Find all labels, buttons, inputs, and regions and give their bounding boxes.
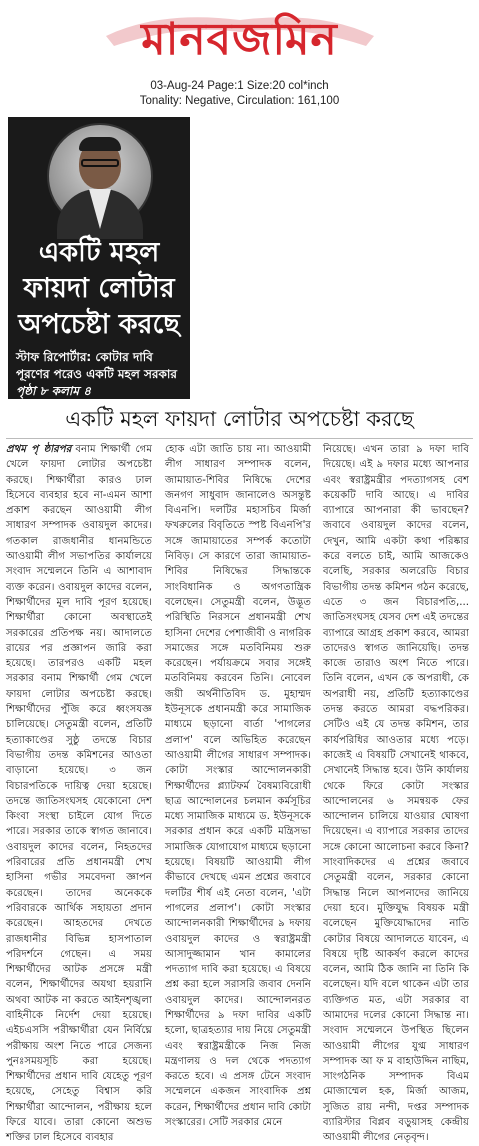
portrait-photo [47,123,153,229]
article-column-2: হোক এটা জাতি চায় না। আওয়ামী লীগ সাধারণ সম্পাদক বলেন, জামায়াত-শিবির নিষিদ্ধে দেশের জনগণ সাধুবাদ জানালেও অসন্তুষ্ট বিএনপি। দলটির মহাসচিব মির্জা ফখরুলের বিবৃতিতে স্পষ্ট বিএনপি'র সঙ্গে জামায়াতের সম্পর্ক কতোটা নিবিড়। সে কারণে তারা জামায়াত-শিবির নিষিদ্ধের সিদ্ধান্তকে সাংবিধানিক ও অগণতান্ত্রিক বলেছেন। সেতুমন্ত্রী বলেন, উদ্ভূত পরিস্থিতি নিরসনে প্রধানমন্ত্রী শেখ হাসিনা দেশের পেশাজীবী ও নাগরিক সমাজের সঙ্গে মতবিনিময় শুরু করেছেন। পর্যায়ক্রমে সবার সঙ্গেই মতবিনিময় করবেন তিনি। নোবেল জয়ী অর্থনীতিবিদ ড. মুহাম্মদ ইউনূসকে প্রধানমন্ত্রী করে সামাজিক মাধ্যমে ছড়ানো বার্তা 'পাগলের প্রলাপ' বলে অভিহিত করেছেন আওয়ামী লীগের সাধারণ সম্পাদক। কোটা সংস্কার আন্দোলনকারী শিক্ষার্থীদের প্ল্যাটফর্ম বৈষম্যবিরোধী ছাত্র আন্দোলনের চলমান কর্মসূচির মধ্যে সামাজিক মাধ্যমে ড. ইউনূসকে সরকার প্রধান করে একটি মন্ত্রিসভা সামাজিক যোগাযোগ মাধ্যমে ছড়ানো হয়েছে। বিষয়টি আওয়ামী লীগ কীভাবে দেখছে এমন প্রশ্নের জবাবে দলটির শীর্ষ এই নেতা বলেন, 'এটা পাগলের প্রলাপ'। কোটা সংস্কার আন্দোলনকারী শিক্ষার্থীদের ৯ দফায় ওবায়দুল কাদের ও স্বরাষ্ট্রমন্ত্রী আসাদুজ্জামান খান কামালের পদত্যাগ দাবি করা হয়েছে। এ বিষয়ে প্রশ্ন করা হলে সরাসরি জবাব দেননি ওবায়দুল কাদের। আন্দোলনরত শিক্ষার্থীদের ৯ দফা দাবির একটি হলো, ছাত্রহত্যার দায় নিয়ে সেতুমন্ত্রী এবং স্বরাষ্ট্রমন্ত্রীকে নিজ নিজ মন্ত্রণালয় ও দল থেকে পদত্যাগ করতে হবে। এ প্রসঙ্গ টেনে সংবাদ সম্মেলনে একজন সাংবাদিক প্রশ্ন করেন, শিক্ষার্থীদের প্রধান দাবি কোটা সংস্কারের। সেটি সরকার মেনে [165,444,311,1129]
article-headline: একটি মহল ফায়দা লোটার অপচেষ্টা করছে [65,407,414,431]
article-column-1 [6,442,152,1144]
clip-meta-line-2: Tonality: Negative, Circulation: 161,100 [139,95,340,107]
article-byline: প্রথম পৃ ষ্ঠারপর [6,444,72,455]
front-page-promo [8,117,190,399]
promo-reporter-label: স্টাফ রিপোর্টার: [16,350,92,364]
clip-meta-line-1: 03-Aug-24 Page:1 Size:20 col*inch [150,80,329,92]
promo-summary [16,349,184,400]
masthead [0,0,479,78]
promo-headline-line: ফায়দা লোটার [23,273,175,304]
masthead-logo: মানবজমিন [141,14,338,65]
promo-headline-line: অপচেষ্টা করছে [18,309,180,340]
article-column-1-text: বনাম শিক্ষার্থী গেম খেলে ফায়দা লোটার অপচেষ্টা করছে। শিক্ষার্থীরা কারও ঢাল হিসেবে ব্যবহার হবে না-এমন আশা প্রকাশ করছেন আওয়ামী লীগ সাধারণ সম্পাদক ওবায়দুল কাদের। গতকাল রাজধানীর ধানমন্ডিতে আওয়ামী লীগ সভাপতির কার্যালয়ে সংবাদ সম্মেলনে তিনি এ আশাবাদ ব্যক্ত করেন। ওবায়দুল কাদের বলেন, শিক্ষার্থীদের মূল দাবি পূরণ হয়েছে। শিক্ষার্থীরা কোনো অবস্থাতেই সরকারের প্রতিপক্ষ নয়। আদালতে রায়ের পর প্রজ্ঞাপন জারি করা হয়েছে। তারপরও একটি মহল সরকার বনাম শিক্ষার্থী গেম খেলে ফায়দা লোটার অপচেষ্টা করছে। শিক্ষার্থীদের পুঁজি করে ধ্বংসযজ্ঞ চালিয়েছে। সেতুমন্ত্রী বলেন, প্রতিটি হত্যাকাণ্ডের সুষ্ঠু তদন্তে বিচার বিভাগীয় তদন্ত কমিশনের আওতা বাড়ানো হয়েছে। ৩ জন বিচারপতিকে দায়িত্ব দেয়া হয়েছে। তদন্তে জাতিসংঘসহ যেকোনো দেশ কিংবা সংস্থা চাইলে যোগ দিতে পারে। সরকার তাকে স্বাগত জানাবে। ওবায়দুল কাদের বলেন, নিহতদের পরিবারের প্রতি প্রধানমন্ত্রী শেখ হাসিনা গভীর সমবেদনা জ্ঞাপন করেছেন। তাদের অনেককে পরিবারকে আর্থিক সহায়তা প্রদান করেছেন। আহতদের দেখতে রাজধানীর বিভিন্ন হাসপাতাল পরিদর্শনে গেছেন। এ সময় শিক্ষার্থীদের আটক প্রসঙ্গে মন্ত্রী বলেন, শিক্ষার্থীদের অযথা হয়রানি অথবা আটক না করতে আইনশৃঙ্খলা বাহিনীকে নির্দেশ দেয়া হয়েছে। এইচএসসি পরীক্ষার্থীরা যেন নির্বিঘ্নে পরীক্ষায় অংশ নিতে পারে সেজন্য পুনঃসময়সূচি করা হয়েছে। শিক্ষার্থীদের প্রধান দাবি যেহেতু পূরণ হয়েছে, সেহেতু বিশ্বাস করি শিক্ষার্থীরা আন্দোলন, পরীক্ষায় হলে ফিরে যাবে। তারা কোনো অশুভ শক্তির ঢাল হিসেবে ব্যবহার [6,444,152,1144]
promo-summary-text: কোটার দাবি পূরণের পরেও একটি মহল সরকার [16,350,177,381]
article-column-3: নিয়েছে। এখন তারা ৯ দফা দাবি দিয়েছে। এই ৯ দফার মধ্যে আপনার এবং স্বরাষ্ট্রমন্ত্রীর পদত্যাগসহ বেশ কয়েকটি দাবি আছে। এ দাবির ব্যাপারে আপনারা কী ভাবছেন? জবাবে ওবায়দুল কাদের বলেন, দেখুন, আমি একটা কথা পরিষ্কার করে বলতে চাই, আমি আজকেও বলেছি, সরকার অলরেডি বিচার বিভাগীয় তদন্ত কমিশন গঠন করেছে, এতে ৩ জন বিচারপতি,... জাতিসংঘসহ যেসব দেশ এই তদন্তের ব্যাপারে আগ্রহ প্রকাশ করবে, আমরা তাদেরও স্বাগত জানিয়েছি। তদন্ত কাজে তারাও অংশ নিতে পারে। তিনি বলেন, এখন কে অপরাধী, কে অপরাধী নয়, প্রতিটি হত্যাকাণ্ডের তদন্ত করতে আমরা বদ্ধপরিকর। সেটিও এই যে তদন্ত কমিশন, তার কার্যপরিধির আওতার মধ্যে পড়ে। কাজেই এ বিষয়টি সেখানেই থাকবে, সেখানেই সিদ্ধান্ত হবে। উনি কার্যালয় থেকে ফিরে কোটা সংস্কার আন্দোলনের ৬ সমন্বয়ক ফের আন্দোলন চালিয়ে যাওয়ার ঘোষণা দিয়েছেন। এ ব্যাপারে সরকার তাদের সঙ্গে কোনো আলোচনা করবে কিনা? সাংবাদিকদের এ প্রশ্নের জবাবে সেতুমন্ত্রী বলেন, সরকার কোনো সিদ্ধান্ত নিলে আপনাদের জানিয়ে দেয়া হবে। মুক্তিযুদ্ধ বিষয়ক মন্ত্রী বলেছেন মুক্তিযোদ্ধাদের নাতি কোটার বিষয়ে আদালতে যাবেন, এ বিষয়ে দৃষ্টি আকর্ষণ করলে কাদের বলেন, আমি ঠিক জানি না তিনি কি বলেছেন। যদি বলে থাকেন এটা তার ব্যক্তিগত মত, এটা সরকার বা আমাদের দলের কোনো সিদ্ধান্ত না। সংবাদ সম্মেলনে উপস্থিত ছিলেন আওয়ামী লীগের যুগ্ম সাধারণ সম্পাদক আ ফ ম বাহাউদ্দিন নাছিম, সাংগঠনিক সম্পাদক বিএম মোজাম্মেল হক, মির্জা আজম, সুজিত রায় নন্দী, দপ্তর সম্পাদক ব্যারিস্টার বিপ্লব বড়ুয়াসহ কেন্দ্রীয় আওয়ামী লীগের নেতৃবৃন্দ। [323,444,469,1144]
promo-headline [8,235,190,343]
promo-page-ref: পৃষ্ঠা ৮ কলাম ৪ [16,384,92,398]
headline-divider [6,438,473,439]
promo-headline-line: একটি মহল [38,237,160,268]
